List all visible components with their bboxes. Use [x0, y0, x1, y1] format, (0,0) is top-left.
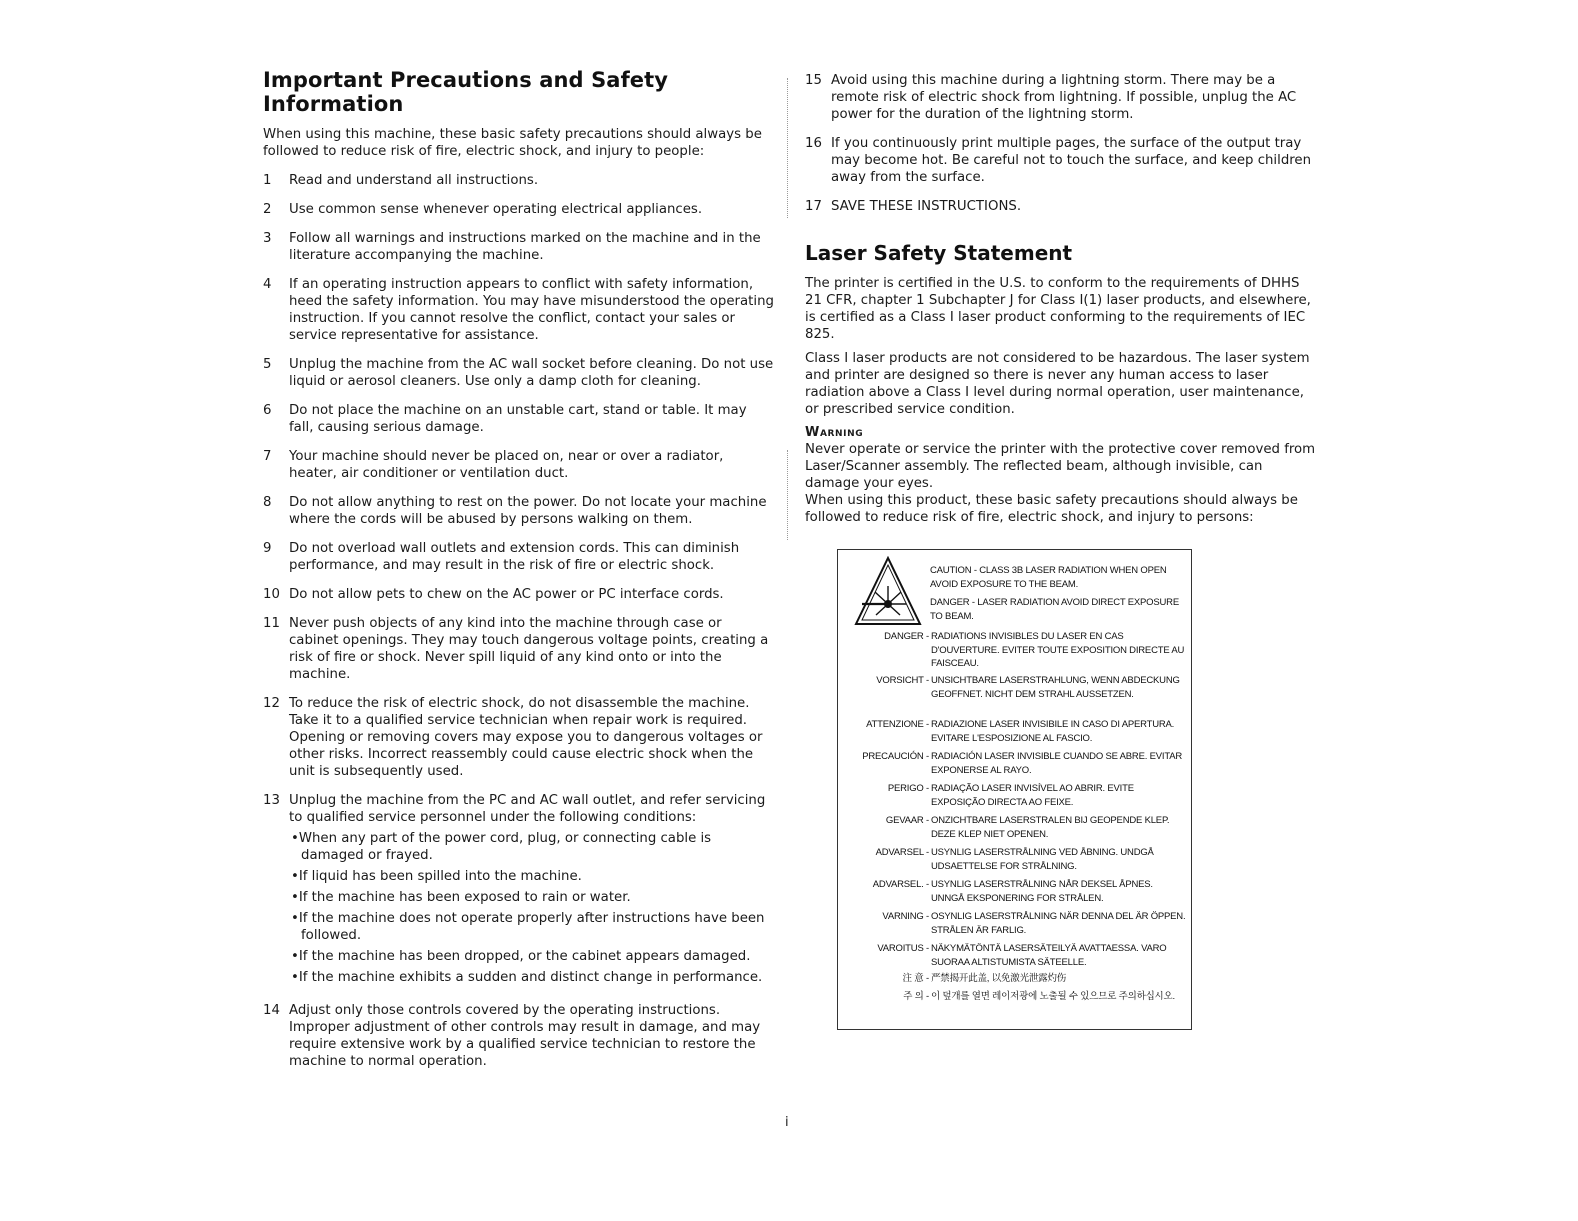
label-row — [838, 630, 1193, 671]
list-item — [263, 356, 775, 390]
list-item — [805, 198, 1317, 215]
label-row-text: RADIAÇÃO LASER INVISÍVEL AO ABRIR. EVITE EXPOSIÇÃO DIRECTA AO FEIXE. — [931, 783, 1134, 808]
precautions-list — [263, 172, 775, 1070]
label-row-text: RADIAZIONE LASER INVISIBILE IN CASO DI APERTURA. EVITARE L'ESPOSIZIONE AL FASCIO. — [931, 719, 1175, 744]
label-row-text: RADIATIONS INVISIBLES DU LASER EN CAS D'OUVERTURE. EVITER TOUTE EXPOSITION DIRECTE AU FAISCEAU. — [931, 631, 1185, 669]
label-row-language: ADVARSEL - — [875, 847, 929, 858]
item-number: 7 — [263, 449, 272, 464]
list-item — [263, 201, 775, 218]
label-row-text: USYNLIG LASERSTRÅLNING VED ÅBNING. UNDGÅ UDSAETTELSE FOR STRÅLNING. — [931, 847, 1154, 872]
item-text-body: Follow all warnings and instructions marked on the machine and in the literature accompanying the machine. — [289, 231, 761, 263]
warning-text-2: When using this product, these basic safety precautions should always be followed to reduce risk of fire, electric shock, and injury to persons: — [805, 493, 1298, 525]
item-number: 5 — [263, 357, 272, 372]
laser-safety-title: Laser Safety Statement — [805, 241, 1073, 265]
item-number: 2 — [263, 202, 272, 217]
item-text-body: Your machine should never be placed on, near or over a radiator, heater, air conditioner or ventilation duct. — [289, 449, 724, 481]
label-danger — [930, 596, 1184, 623]
label-row-text: OSYNLIG LASERSTRÅLNING NÄR DENNA DEL ÄR ÖPPEN. STRÅLEN ÄR FARLIG. — [931, 911, 1186, 936]
list-item — [263, 540, 775, 574]
item-text — [289, 402, 775, 436]
list-item — [263, 586, 775, 603]
item-number: 10 — [263, 587, 280, 602]
label-row-text: RADIACIÓN LASER INVISIBLE CUANDO SE ABRE. EVITAR EXPONERSE AL RAYO. — [931, 751, 1183, 776]
label-row — [838, 674, 1193, 701]
item-number: 1 — [263, 173, 272, 188]
label-row — [838, 782, 1193, 809]
item-text — [289, 276, 775, 344]
list-item — [263, 1002, 775, 1070]
label-row-language: 주 의 - — [903, 991, 929, 1002]
item-text — [289, 540, 775, 574]
item-number: 9 — [263, 541, 272, 556]
list-item — [263, 792, 775, 990]
item-text — [289, 448, 775, 482]
sub-list-item: • When any part of the power cord, plug, or connecting cable is damaged or frayed. — [289, 830, 775, 864]
item-text-body: Adjust only those controls covered by the operating instructions. Improper adjustment of other controls may result in damage, and may require extensive work by a qualified service technician to restore the machine to normal operation. — [289, 1003, 761, 1069]
warning-text: Never operate or service the printer with the protective cover removed from Laser/Scanner assembly. The reflected beam, although invisible, can damage your eyes. — [805, 442, 1316, 491]
label-row-language: VAROITUS - — [877, 943, 929, 954]
list-item — [263, 402, 775, 436]
label-row-text: NÄKYMÄTÖNTÄ LASERSÄTEILYÄ AVATTAESSA. VARO SUORAA ALTISTUMISTA SÄTEELLE. — [931, 943, 1167, 968]
list-item — [805, 135, 1317, 186]
item-text-body: SAVE THESE INSTRUCTIONS. — [831, 199, 1022, 214]
label-row-language: PRECAUCIÓN - — [862, 751, 929, 762]
sub-list-item: • If the machine has been exposed to rain or water. — [289, 889, 775, 906]
label-row — [838, 942, 1193, 969]
item-text-body: Do not allow pets to chew on the AC power or PC interface cords. — [289, 587, 724, 602]
list-item — [263, 695, 775, 780]
item-number: 11 — [263, 616, 280, 631]
label-row-language: VORSICHT - — [876, 675, 929, 686]
item-text — [289, 230, 775, 264]
label-row-language: 注 意 - — [902, 973, 929, 984]
list-item — [263, 448, 775, 482]
list-item — [263, 494, 775, 528]
item-text-body: Unplug the machine from the PC and AC wall outlet, and refer servicing to qualified service personnel under the following conditions: — [289, 793, 766, 825]
warning-block — [805, 425, 1317, 526]
label-row-language: ATTENZIONE - — [866, 719, 929, 730]
item-text-body: Unplug the machine from the AC wall socket before cleaning. Do not use liquid or aerosol cleaners. Use only a damp cloth for cleaning. — [289, 357, 774, 389]
label-danger-key: DANGER — [930, 597, 970, 608]
item-number: 8 — [263, 495, 272, 510]
laser-warning-label — [837, 549, 1192, 1030]
label-row-text: ONZICHTBARE LASERSTRALEN BIJ GEOPENDE KLEP. DEZE KLEP NIET OPENEN. — [931, 815, 1170, 840]
item-text — [289, 792, 775, 990]
item-text-body: If you continuously print multiple pages, the surface of the output tray may become hot. Be careful not to touch the surface, and keep children away from the surface. — [831, 136, 1312, 185]
label-row — [838, 972, 1193, 986]
label-row-language: PERIGO - — [887, 783, 929, 794]
item-number: 3 — [263, 231, 272, 246]
item-number: 15 — [805, 73, 822, 88]
item-text-body: Avoid using this machine during a lightning storm. There may be a remote risk of electric shock from lightning. If possible, unplug the AC power for the duration of the lightning storm. — [831, 73, 1297, 122]
page-title: Important Precautions and Safety Information — [263, 68, 669, 116]
left-column — [263, 68, 775, 1082]
sub-list-item: • If the machine does not operate properly after instructions have been followed. — [289, 910, 775, 944]
precautions-list-continued — [805, 72, 1317, 215]
label-row-language: VARNING - — [882, 911, 929, 922]
column-divider — [787, 78, 790, 218]
item-text-body: If an operating instruction appears to conflict with safety information, heed the safety information. You may have misunderstood the operating instruction. If you cannot resolve the conflict, contact your sales or service representative for assistance. — [289, 277, 774, 343]
item-text — [289, 1002, 775, 1070]
warning-title: Warning — [805, 425, 864, 440]
item-number: 17 — [805, 199, 822, 214]
label-row-language: DANGER - — [884, 631, 929, 642]
item-number: 13 — [263, 793, 280, 808]
item-text-body: Do not allow anything to rest on the power. Do not locate your machine where the cords will be abused by persons walking on them. — [289, 495, 767, 527]
item-number: 16 — [805, 136, 822, 151]
item-text — [831, 198, 1317, 215]
list-item — [263, 172, 775, 189]
item-text-body: Do not place the machine on an unstable cart, stand or table. It may fall, causing serious damage. — [289, 403, 747, 435]
item-text — [289, 695, 775, 780]
label-row-text: UNSICHTBARE LASERSTRAHLUNG, WENN ABDECKUNG GEOFFNET. NICHT DEM STRAHL AUSSETZEN. — [931, 675, 1180, 700]
label-danger-text: - LASER RADIATION AVOID DIRECT EXPOSURE TO BEAM. — [930, 597, 1179, 622]
item-text-body: Never push objects of any kind into the machine through case or cabinet openings. They may touch dangerous voltage points, creating a risk of fire or shock. Never spill liquid of any kind onto or into the machine. — [289, 616, 769, 682]
item-text-body: Use common sense whenever operating electrical appliances. — [289, 202, 703, 217]
list-item — [263, 276, 775, 344]
list-item — [805, 72, 1317, 123]
sub-list — [289, 830, 775, 986]
item-text — [831, 135, 1317, 186]
label-caution-text: - CLASS 3B LASER RADIATION WHEN OPEN AVOID EXPOSURE TO THE BEAM. — [930, 565, 1167, 590]
sub-list-item: • If the machine has been dropped, or the cabinet appears damaged. — [289, 948, 775, 965]
item-text — [289, 586, 775, 603]
label-row — [838, 718, 1193, 745]
page-number: i — [785, 1115, 789, 1130]
label-row — [838, 910, 1193, 937]
label-row — [838, 814, 1193, 841]
item-text — [289, 356, 775, 390]
label-row-text: 严禁揭开此盖, 以免激光泄露灼伤 — [931, 973, 1067, 984]
sub-list-item: • If the machine exhibits a sudden and distinct change in performance. — [289, 969, 775, 986]
item-number: 6 — [263, 403, 272, 418]
item-text — [289, 201, 775, 218]
item-text — [831, 72, 1317, 123]
intro-paragraph: When using this machine, these basic safety precautions should always be followed to reduce risk of fire, electric shock, and injury to people: — [263, 127, 762, 159]
list-item — [263, 230, 775, 264]
label-caution-key: CAUTION — [930, 565, 972, 576]
item-number: 14 — [263, 1003, 280, 1018]
label-caution — [930, 564, 1184, 591]
laser-hazard-icon — [854, 556, 922, 626]
item-text-body: Do not overload wall outlets and extension cords. This can diminish performance, and may result in the risk of fire or electric shock. — [289, 541, 740, 573]
right-column — [805, 72, 1317, 526]
item-text — [289, 494, 775, 528]
label-row — [838, 878, 1193, 905]
label-row — [838, 990, 1193, 1004]
label-row-language: ADVARSEL. - — [872, 879, 929, 890]
label-row-language: GEVAAR - — [885, 815, 929, 826]
label-row-text: USYNLIG LASERSTRÅLNING NÅR DEKSEL ÅPNES. UNNGÅ EKSPONERING FOR STRÅLEN. — [931, 879, 1153, 904]
label-row — [838, 846, 1193, 873]
sub-list-item: • If liquid has been spilled into the machine. — [289, 868, 775, 885]
list-item — [263, 615, 775, 683]
item-text-body: To reduce the risk of electric shock, do not disassemble the machine. Take it to a qualified service technician when repair work is required. Opening or removing covers may expose you to dangerous voltages or other risks. Incorrect reassembly could cause electric shock when the unit is subsequently used. — [289, 696, 763, 779]
item-text — [289, 615, 775, 683]
label-row-text: 이 덮개를 열면 레이저광에 노출될 수 있으므로 주의하십시오. — [931, 991, 1175, 1002]
item-number: 4 — [263, 277, 272, 292]
label-row — [838, 750, 1193, 777]
item-text-body: Read and understand all instructions. — [289, 173, 539, 188]
item-text — [289, 172, 775, 189]
laser-paragraph-1: The printer is certified in the U.S. to conform to the requirements of DHHS 21 CFR, chapter 1 Subchapter J for Class I(1) laser products, and elsewhere, is certified as a Class I laser product conforming to the requirements of IEC 825. — [805, 276, 1311, 342]
column-divider-2 — [787, 450, 790, 540]
laser-paragraph-2: Class I laser products are not considered to be hazardous. The laser system and printer are designed so there is never any human access to laser radiation above a Class I level during normal operation, user maintenance, or prescribed service condition. — [805, 351, 1310, 417]
item-number: 12 — [263, 696, 280, 711]
